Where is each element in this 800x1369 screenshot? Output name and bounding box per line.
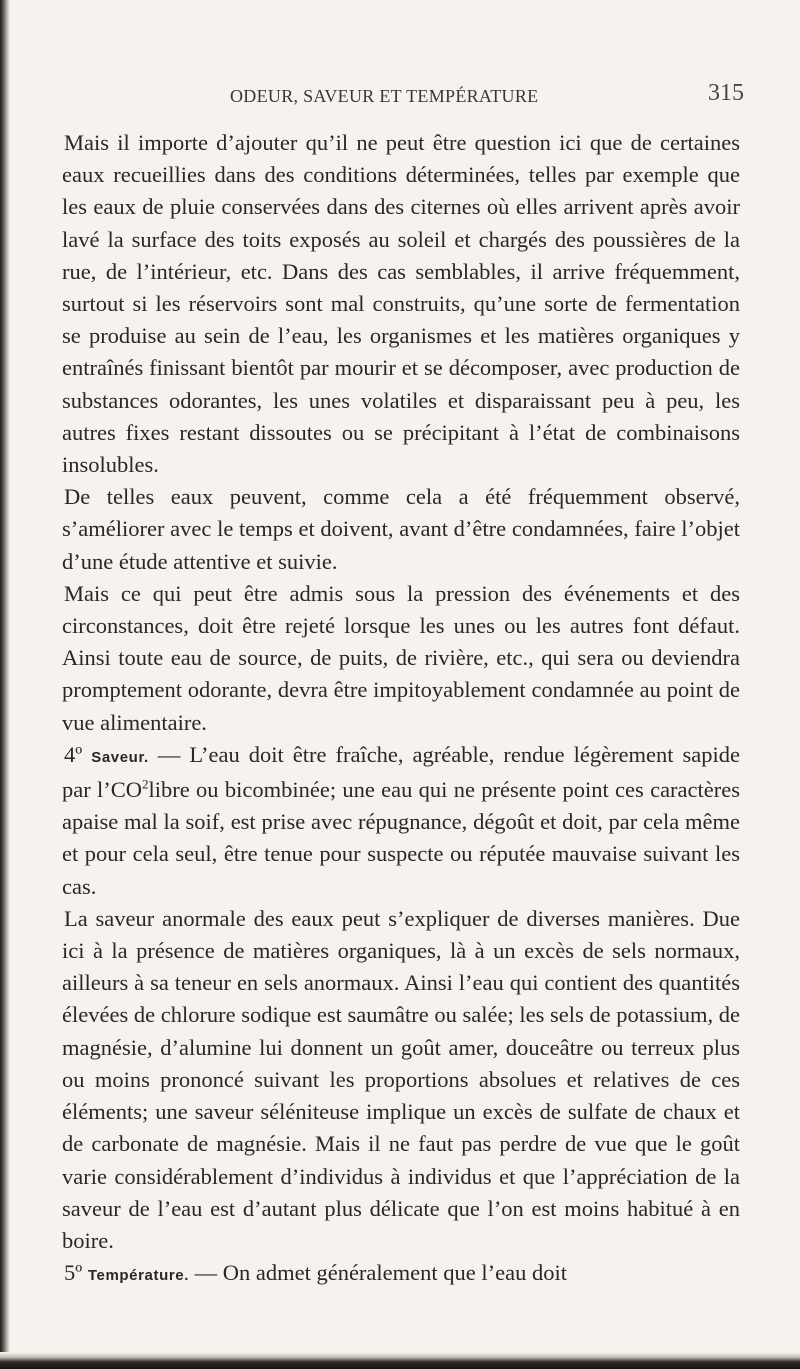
paragraph-text: libre ou bicombinée; une eau qui ne présente point ces caractères apaise mal la soif, est prise avec répugnance, dégoût et doit, par cela même et pour cela seul, être tenue pour suspecte ou réputée mauvaise suivant les cas. [62,777,740,899]
page-number: 315 [708,80,744,106]
paragraph [62,127,740,481]
section-number: 4º [64,741,83,767]
page-binding-edge [0,0,10,1369]
section-saveur [62,739,740,903]
section-temperature [62,1257,740,1292]
paragraph [62,903,740,1257]
running-title: ODEUR, SAVEUR ET TEMPÉRATURE [230,86,539,106]
section-heading: Saveur. [91,748,149,766]
paragraph-text: La saveur anormale des eaux peut s’expliquer de diverses manières. Due ici à la présence de matières organiques, là à un excès de sels normaux, ailleurs à sa teneur en sels anormaux. Ainsi l’eau qui contient des quantités élevées de chlorure sodique est saumâtre ou salée; les sels de potassium, de magnésie, d’alumine lui donnent un goût amer, douceâtre ou terreux plus ou moins prononcé suivant les proportions absolues et relatives de ces éléments; une saveur séléniteuse implique un excès de sulfate de chaux et de carbonate de magnésie. Mais il ne faut pas perdre de vue que le goût varie considérablement d’individus à individus et que l’appréciation de la saveur de l’eau est d’autant plus délicate que l’on est moins habitué à en boire. [62,905,740,1253]
paragraph-text: — L’eau doit être fraîche, agréable, rendue légèrement sapide par l’CO [62,741,741,803]
paragraph-text: Mais ce qui peut être admis sous la pression des événements et des circonstances, doit être rejeté lorsque les unes ou les autres font défaut. Ainsi toute eau de source, de puits, de rivière, etc., qui sera ou deviendra promptement odorante, devra être impitoyablement condamnée au point de vue alimentaire. [62,580,740,735]
paragraph [62,578,740,739]
section-number: 5º [64,1260,83,1286]
paragraph-text: De telles eaux peuvent, comme cela a été fréquemment observé, s’améliorer avec le temps et doivent, avant d’être condamnées, faire l’objet d’une étude attentive et suivie. [62,484,740,574]
superscript: 2 [142,776,149,792]
page-bottom-edge [0,1352,800,1369]
page-body [62,127,740,1292]
section-heading: Température. [87,1267,189,1285]
paragraph-text: Mais il importe d’ajouter qu’il ne peut être question ici que de certaines eaux recueillies dans des conditions déterminées, telles par exemple que les eaux de pluie conservées dans des citernes où elles arrivent après avoir lavé la surface des toits exposés au soleil et chargés des poussières de la rue, de l’intérieur, etc. Dans des cas semblables, il arrive fréquemment, surtout si les réservoirs sont mal construits, qu’une sorte de fermentation se produise au sein de l’eau, les organismes et les matières organiques y entraînés finissant bientôt par mourir et se décomposer, avec production de substances odorantes, les unes volatiles et disparaissant peu à peu, les autres fixes restant dissoutes ou se précipitant à l’état de combinaisons insolubles. [62,130,740,478]
paragraph-text: — On admet généralement que l’eau doit [188,1260,567,1286]
paragraph [62,481,740,578]
page-header [0,76,800,110]
